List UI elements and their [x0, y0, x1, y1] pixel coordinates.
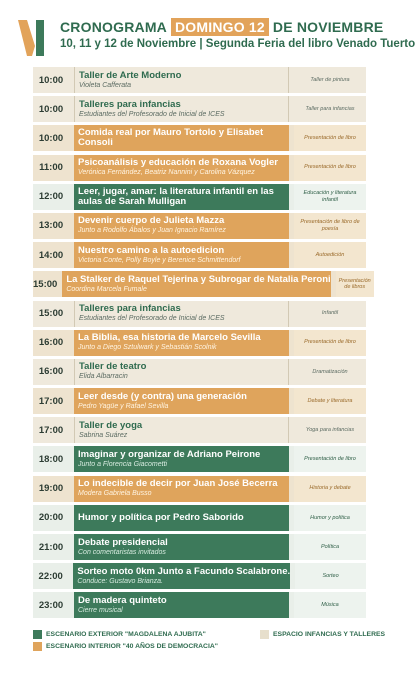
schedule-row [33, 184, 366, 210]
row-subtitle: Estudiantes del Profesorado de Inicial de ICES [79, 110, 225, 118]
row-content [74, 155, 289, 181]
legend-swatch-orange [33, 642, 42, 651]
row-content [74, 417, 289, 443]
row-subtitle: Estudiantes del Profesorado de Inicial de ICES [79, 315, 225, 322]
schedule-row [33, 592, 366, 618]
row-title: Talleres para infancias [79, 98, 181, 110]
row-title: Leer desde (y contra) una generación [78, 390, 247, 402]
schedule-row [33, 388, 366, 414]
row-title: Imaginar y organizar de Adriano Peirone [78, 448, 261, 460]
title-post: DE NOVIEMBRE [272, 19, 384, 35]
schedule-row [33, 534, 366, 560]
row-title: Talleres para infancias [79, 303, 181, 314]
row-time: 21:00 [38, 541, 64, 553]
row-subtitle: Modera Gabriela Busso [78, 490, 152, 498]
row-subtitle: Junto a Florencia Giacometti [78, 460, 168, 468]
row-time: 23:00 [38, 599, 64, 611]
page-title [60, 18, 383, 36]
schedule-row [33, 67, 366, 93]
schedule-row [33, 155, 366, 181]
row-category: Presentación de libro [294, 155, 366, 181]
row-content [74, 446, 289, 472]
row-category: Presentación de libro [294, 446, 366, 472]
schedule-row [33, 301, 366, 327]
row-time: 14:00 [38, 249, 64, 261]
row-subtitle: Con comentaristas invitados [78, 548, 166, 556]
legend-swatch-green [33, 630, 42, 639]
row-category: Taller de pintura [310, 76, 350, 83]
schedule-row [33, 505, 366, 531]
legend-item-cream [260, 630, 385, 639]
row-title: Taller de Arte Moderno [79, 69, 182, 81]
row-title: Lo indecible de decir por Juan José Becerra [78, 478, 278, 490]
row-time: 20:00 [38, 512, 64, 524]
row-category: Debate y literatura [294, 388, 366, 414]
row-title: Comida real por Mauro Tortolo y Elisabet Consoli [78, 127, 264, 149]
row-title: La Stalker de Raquel Tejerina y Subrogar de Natalia Peroni [66, 273, 331, 285]
row-content [74, 184, 289, 210]
legend-label-green: ESCENARIO EXTERIOR "MAGDALENA AJUBITA" [46, 631, 206, 638]
row-time: 16:00 [38, 337, 64, 349]
row-category: Presentación de libros [336, 271, 374, 297]
schedule-row [33, 242, 366, 268]
row-content [74, 388, 289, 414]
row-category: Infantil [321, 310, 339, 317]
row-content [73, 563, 290, 589]
row-subtitle: Coordina Marcela Fumale [66, 285, 147, 293]
row-title: Psicoanálisis y educación de Roxana Vogler [78, 157, 278, 169]
row-content [74, 301, 289, 327]
row-title: Debate presidencial [78, 536, 168, 548]
schedule-row [33, 359, 366, 385]
legend-label-orange: ESCENARIO INTERIOR "40 AÑOS DE DEMOCRACIA" [46, 643, 218, 650]
row-category: Autoedición [294, 242, 366, 268]
logo-v-icon [18, 20, 54, 56]
row-title: La Biblia, esa historia de Marcelo Sevilla [78, 332, 261, 344]
row-content [74, 359, 289, 385]
row-title: Leer, jugar, amar: la literatura infantil en las aulas de Sarah Mulligan [78, 185, 274, 207]
row-category: Sorteo [295, 563, 366, 589]
row-category: Yoga para infancias [305, 427, 355, 433]
row-time: 16:00 [38, 366, 64, 378]
row-subtitle: Cierre musical [78, 606, 123, 614]
row-category: Presentación de libro [294, 330, 366, 356]
row-time: 18:00 [38, 453, 64, 465]
row-content [74, 330, 289, 356]
row-subtitle: Victoria Conte, Polly Boyle y Berenice Schmittendorf [78, 256, 241, 264]
row-time: 15:00 [38, 308, 64, 319]
row-time: 10:00 [38, 132, 64, 144]
row-time: 22:00 [38, 570, 63, 582]
row-category: Música [294, 592, 366, 618]
row-time: 10:00 [38, 103, 64, 115]
schedule-row [33, 96, 366, 122]
row-title: Taller de teatro [79, 361, 147, 373]
row-subtitle: Pedro Yagüe y Rafael Sevilla [78, 402, 169, 410]
row-subtitle: Conduce: Gustavo Brianza. [77, 577, 163, 585]
row-content [74, 592, 289, 618]
schedule-row [33, 563, 366, 589]
row-title: Humor y política por Pedro Saborido [78, 511, 244, 523]
row-category: Taller para infancias [305, 105, 355, 112]
legend-label-cream: ESPACIO INFANCIAS Y TALLERES [273, 631, 386, 638]
row-time: 13:00 [38, 220, 64, 232]
row-title: Nuestro camino a la autoedicion [78, 244, 225, 256]
legend-item-green [33, 630, 206, 639]
row-content [74, 476, 289, 502]
schedule-row [33, 446, 366, 472]
row-time: 19:00 [38, 483, 64, 495]
row-subtitle: Violeta Cafferata [79, 81, 132, 89]
row-content [74, 505, 289, 531]
row-time: 11:00 [39, 162, 63, 174]
row-time: 15:00 [33, 278, 58, 290]
legend-item-orange [33, 642, 218, 651]
row-content [62, 271, 330, 297]
row-subtitle: Junto a Diego Sztulwark y Sebastián Scolnik [78, 344, 217, 352]
row-title: Taller de yoga [79, 419, 143, 431]
row-category: Dramatización [312, 368, 348, 375]
row-category: Historia y debate [294, 476, 366, 502]
row-subtitle: Sabrina Suárez [79, 431, 128, 439]
row-subtitle: Junto a Rodolfo Ábalos y Juan Ignacio Ramírez [78, 227, 226, 235]
row-time: 10:00 [38, 74, 64, 86]
schedule-row [33, 476, 366, 502]
row-content [74, 67, 289, 93]
title-pre: CRONOGRAMA [60, 19, 167, 35]
subtitle: 10, 11 y 12 de Noviembre | Segunda Feria del libro Venado Tuerto [60, 38, 415, 50]
row-content [74, 534, 289, 560]
row-category: Educación y literatura infantil [294, 184, 366, 210]
row-category: Presentación de libro de poesía [294, 213, 366, 239]
schedule-list [33, 67, 371, 622]
schedule-row [33, 330, 366, 356]
row-time: 17:00 [38, 395, 64, 407]
row-category: Presentación de libro [294, 125, 366, 151]
row-title: De madera quinteto [78, 594, 167, 606]
row-content [74, 96, 289, 122]
header [18, 14, 415, 58]
row-category: Humor y política [294, 505, 366, 531]
schedule-row [33, 417, 366, 443]
row-category: Política [294, 534, 366, 560]
schedule-row [33, 213, 366, 239]
row-time: 17:00 [38, 424, 64, 436]
row-content [74, 242, 289, 268]
row-content [74, 125, 289, 151]
row-content [74, 213, 289, 239]
row-title: Sorteo moto 0km Junto a Facundo Scalabrone. [77, 565, 291, 577]
row-time: 12:00 [38, 191, 64, 203]
schedule-row [33, 271, 371, 297]
row-subtitle: Verónica Fernández, Beatriz Nannini y Carolina Vázquez [78, 169, 255, 177]
row-subtitle: Elida Albarracin [79, 373, 128, 381]
schedule-row [33, 125, 366, 151]
row-title: Devenir cuerpo de Julieta Mazza [78, 215, 225, 227]
title-highlight: DOMINGO 12 [171, 18, 269, 36]
legend-swatch-cream [260, 630, 269, 639]
